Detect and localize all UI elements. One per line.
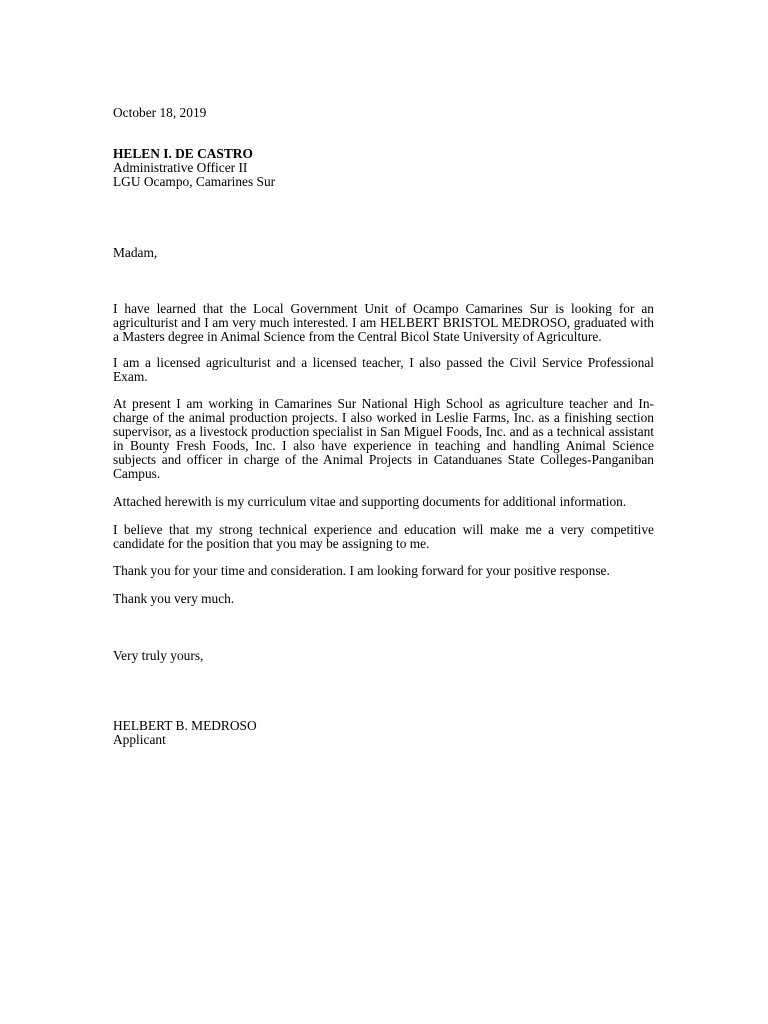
closing: Very truly yours,	[113, 648, 204, 663]
body-paragraph-licenses: I am a licensed agriculturist and a licensed teacher, I also passed the Civil Service Professional Exam.	[113, 355, 654, 384]
signatory-role: Applicant	[113, 732, 166, 747]
recipient-office: LGU Ocampo, Camarines Sur	[113, 174, 276, 189]
body-paragraph-qualifications: I believe that my strong technical experience and education will make me a very competitive candidate for the position that you may be assigning to me.	[113, 522, 654, 551]
body-paragraph-attachments: Attached herewith is my curriculum vitae and supporting documents for additional information.	[113, 494, 627, 509]
body-paragraph-thank-you: Thank you very much.	[113, 591, 235, 606]
letter-date: October 18, 2019	[113, 105, 207, 120]
body-paragraph-experience: At present I am working in Camarines Sur National High School as agriculture teacher and In-charge of the animal production projects. I also worked in Leslie Farms, Inc. as a finishing section supervisor, as a livestock production specialist in San Miguel Foods, Inc. and as a technical assistant in Bounty Fresh Foods, Inc. I also have experience in teaching and handling Animal Science subjects and officer in charge of the Animal Projects in Catanduanes State Colleges-Panganiban Campus.	[113, 396, 654, 481]
signatory-name: HELBERT B. MEDROSO	[113, 718, 257, 733]
body-paragraph-thanks: Thank you for your time and consideration. I am looking forward for your positive response.	[113, 563, 610, 578]
salutation: Madam,	[113, 245, 158, 260]
recipient-title: Administrative Officer II	[113, 160, 248, 175]
body-paragraph-intro: I have learned that the Local Government Unit of Ocampo Camarines Sur is looking for an agriculturist and I am very much interested. I am HELBERT BRISTOL MEDROSO, graduated with a Masters degree in Animal Science from the Central Bicol State University of Agriculture.	[113, 301, 654, 344]
recipient-name: HELEN I. DE CASTRO	[113, 146, 253, 161]
